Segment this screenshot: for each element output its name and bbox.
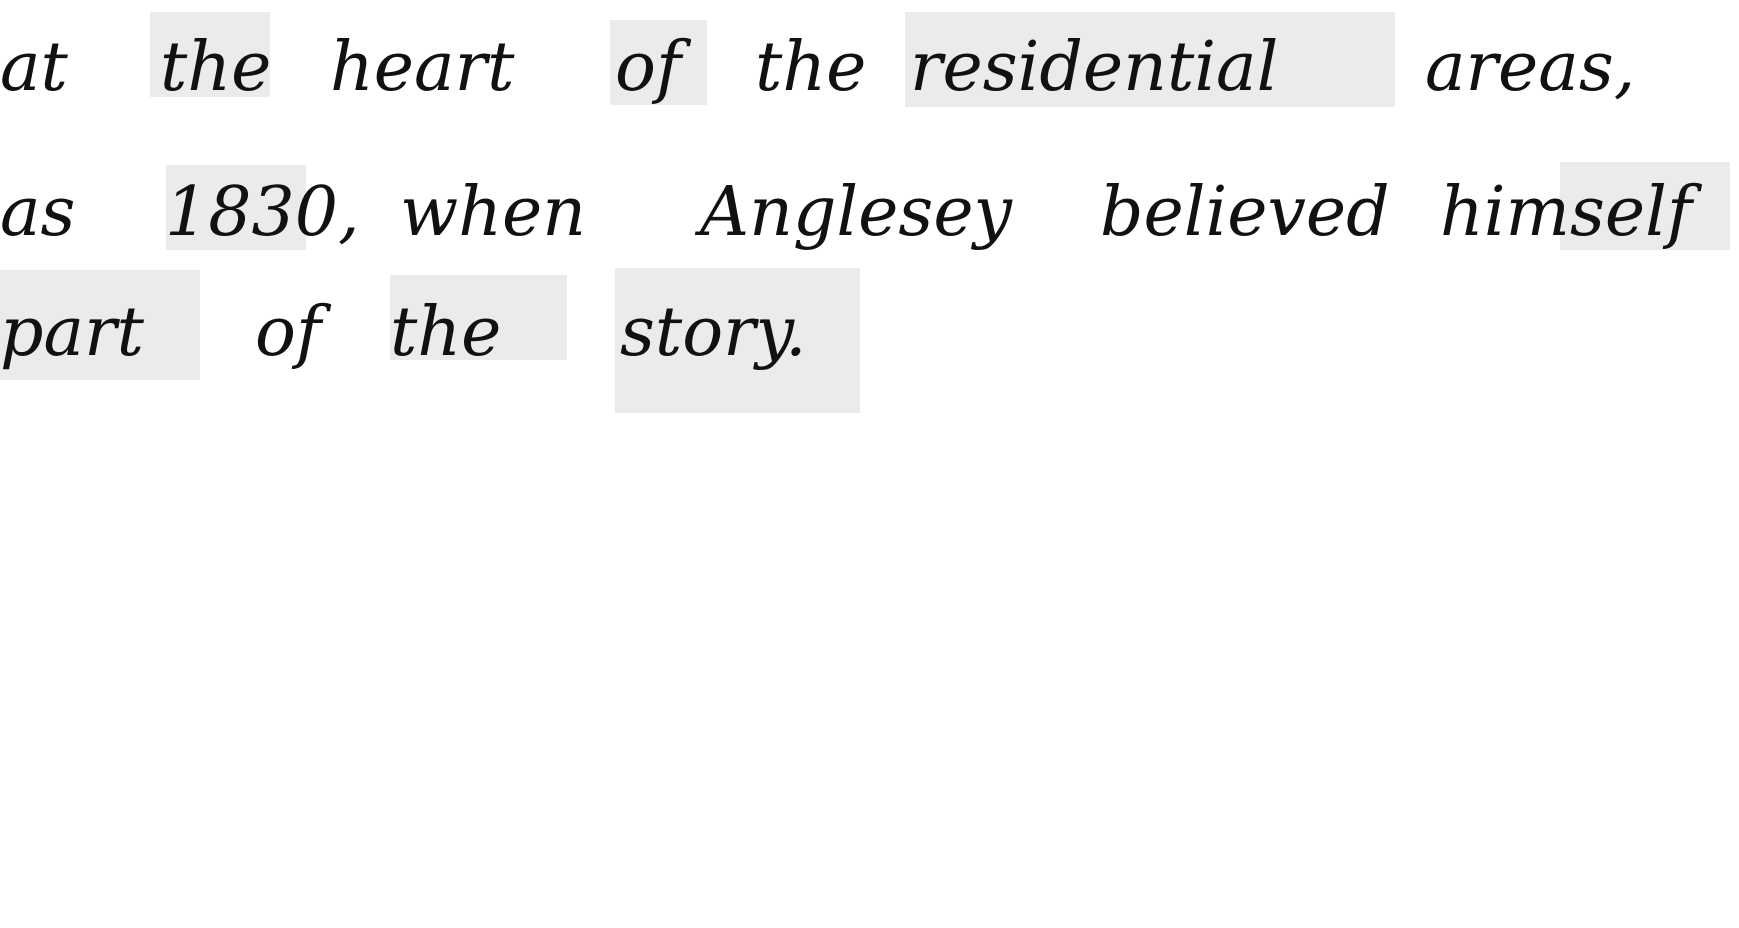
word: part xyxy=(0,293,144,372)
word: as xyxy=(0,173,76,252)
word: of xyxy=(615,28,682,107)
word: Anglesey xyxy=(700,173,1012,252)
word: 1830, xyxy=(165,173,360,252)
word: when xyxy=(400,173,587,252)
word: heart xyxy=(330,28,515,107)
word: at xyxy=(0,28,68,107)
word: believed xyxy=(1100,173,1390,252)
word: story. xyxy=(620,293,807,372)
word: of xyxy=(255,293,322,372)
word: residential xyxy=(910,28,1279,107)
word: himself xyxy=(1440,173,1693,252)
text-line xyxy=(0,270,1739,395)
word: the xyxy=(755,28,867,107)
word: the xyxy=(160,28,272,107)
word: the xyxy=(390,293,502,372)
text-line xyxy=(0,5,1739,130)
text-line xyxy=(0,150,1739,275)
word: areas, xyxy=(1425,28,1636,107)
